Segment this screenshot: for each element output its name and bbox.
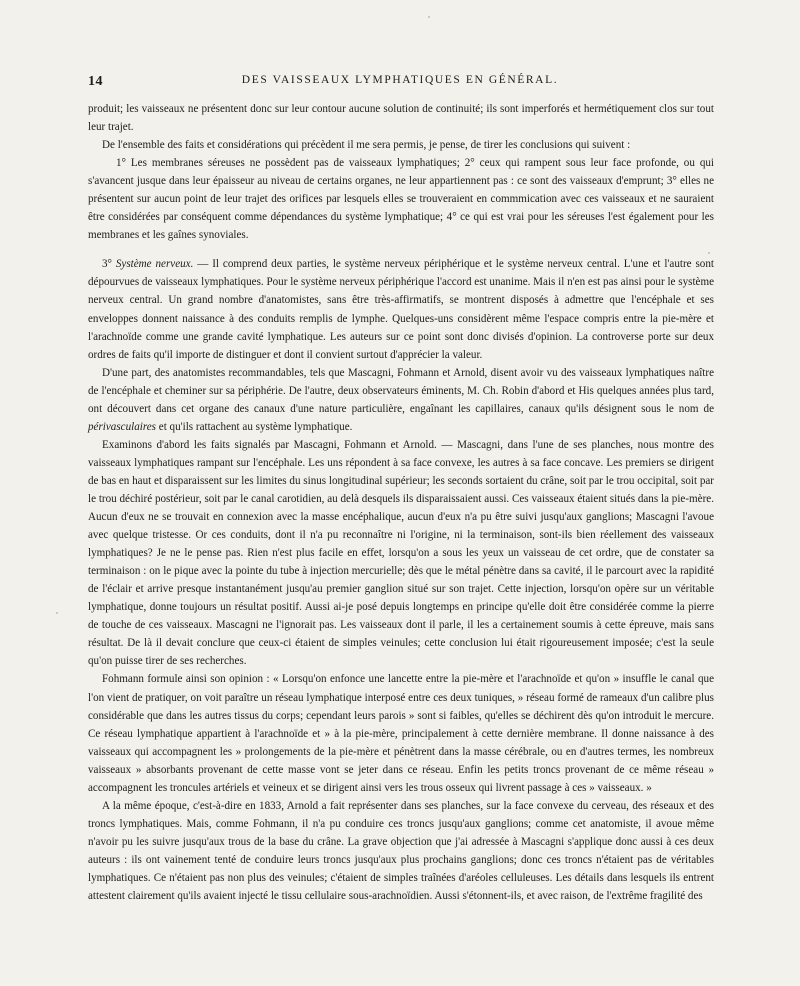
section-heading: Système nerveux. (115, 258, 194, 271)
paragraph-mascagni: Examinons d'abord les faits signalés par Mascagni, Fohmann et Arnold. — Mascagni, dans l'une de ses planches, nous montre des vaisseaux lymphatiques rampant sur l'encéphale. Les uns répondent à sa face convexe, les autres à sa face concave. Les premiers se dirigent de bas en haut et disparaissent sur les limites du sinus longitudinal supérieur; les seconds sortaient du crâne, soit par le trou occipital, soit par le trou déchiré postérieur, soit par le canal carotidien, au delà desquels ils disparaissaient aussi. Ces vaisseaux étaient situés dans la pie-mère. Aucun d'eux ne se trouvait en connexion avec la masse encéphalique, aucun d'eux n'a pu être suivi jusqu'aux ganglions; Mascagni l'avoue avec quelque tristesse. Or ces conduits, dont il n'a pu reconnaître ni l'origine, ni la terminaison, sont-ils bien réellement des vaisseaux lymphatiques? Je ne le pense pas. Rien n'est plus facile en effet, lorsqu'on a sous les yeux un vaisseau de cet ordre, que de constater sa terminaison : on le pique avec la pointe du tube à injection mercurielle; dès que le métal pénètre dans sa cavité, il le parcourt avec la rapidité de l'éclair et arrive presque instantanément jusqu'au premier ganglion situé sur son trajet. Cette injection, lorsqu'on opère sur un véritable lymphatique, donne toujours un résultat positif. Aussi ai-je posé depuis longtemps en principe qu'elle doit être considérée comme la pierre de touche de ces vaisseaux. Mascagni ne l'ignorait pas. Les vaisseaux dont il parle, il les a certainement soumis à cette épreuve, mais sans résultat. De là il devait conclure que ceux-ci étaient de simples veinules; cette conclusion lui était rigoureusement imposée; c'est la seule qu'on puisse tirer de ses recherches. (88, 438, 714, 668)
paragraph-systeme-nerveux (88, 255, 714, 363)
section-text: — Il comprend deux parties, le système nerveux périphérique et le système nerveux central. L'une et l'autre sont dépourvues de vaisseaux lymphatiques. Pour le système nerveux périphérique l'accord est unanime. Mais il n'en est pas ainsi pour le système nerveux central. Un grand nombre d'anatomistes, sans être très-affirmatifs, se montrent disposés à admettre que l'encéphale et ses enveloppes donnent naissance à des conduits remplis de lymphe. Quelques-uns considèrent même l'espace compris entre la pie-mère et l'arachnoïde comme une grande cavité lymphatique. Les auteurs sur ce point sont donc divisés d'opinion. La controverse porte sur deux ordres de faits qu'il importe de distinguer et dont il convient surtout d'apprécier la valeur. (88, 258, 714, 361)
italic-term: périvasculaires (88, 420, 156, 433)
paragraph-arnold: A la même époque, c'est-à-dire en 1833, Arnold a fait représenter dans ses planches, sur la face convexe du cerveau, des réseaux et des troncs lymphatiques. Mais, comme Fohmann, il n'a pu conduire ces troncs jusqu'aux ganglions; comme cet anatomiste, il avoue même n'avoir pu les suivre jusqu'aux trous de la base du crâne. La grave objection que j'ai adressée à Mascagni s'applique donc aussi à ces deux auteurs : ils ont vainement tenté de conduire leurs troncs jusqu'aux plus prochains ganglions; donc ces troncs n'étaient pas de véritables lymphatiques. Ce n'étaient pas non plus des veinules; c'étaient de simples traînées d'aréoles celluleuses. Les détails dans lesquels ils entrent attestent clairement qu'ils avaient injecté le tissu cellulaire sous-arachnoïdien. Aussi s'étonnent-ils, et avec raison, de l'extrême fragilité des (88, 799, 714, 903)
text-segment: D'une part, des anatomistes recommandables, tels que Mascagni, Fohmann et Arnold, disent avoir vu des vaisseaux lymphatiques naître de l'encéphale et cheminer sur sa périphérie. De l'autre, deux observateurs éminents, M. Ch. Robin d'abord et His quelques années plus tard, ont découvert dans cet organe des canaux d'une nature particulière, engaînant les capillaires, canaux qu'ils désignent sous le nom de (88, 366, 714, 415)
scan-speck (428, 16, 430, 18)
paragraph-fohmann-quote: Fohmann formule ainsi son opinion : « Lorsqu'on enfonce une lancette entre la pie-mère et l'arachnoïde et qu'on » insuffle le canal que l'on vient de pratiquer, on voit paraître un réseau lymphatique interposé entre ces deux tuniques, » réseau formé de rameaux d'un calibre plus considérable que dans les autres tissus du corps; cependant leurs parois » sont si faibles, qu'elles se déchirent dès qu'on introduit le mercure. Ce réseau lymphatique appartient à l'arachnoïde et » à la pie-mère, principalement à cette dernière membrane. Il donne naissance à des vaisseaux qui accompagnent les » prolongements de la pie-mère et pénètrent dans la masse cérébrale, ou en d'autres termes, les nombreux vaisseaux » absorbants provenant de cette masse vont se jeter dans ce réseau. Enfin les petits troncs provenant de ce même réseau » accompagnent les troncules artériels et veineux et se dirigent ainsi vers les trous osseux qui livrent passage à ces » vaisseaux. » (88, 673, 714, 794)
scan-speck (56, 612, 58, 614)
body-text (88, 100, 714, 905)
section-number: 3° (102, 258, 116, 271)
running-title: DES VAISSEAUX LYMPHATIQUES EN GÉNÉRAL. (241, 74, 559, 86)
page-header (88, 74, 712, 92)
paragraph-conclusions-intro: De l'ensemble des faits et considérations qui précèdent il me sera permis, je pense, de tirer les conclusions qui suivent : (102, 139, 631, 152)
scan-speck (708, 252, 710, 254)
text-segment: et qu'ils rattachent au système lymphatique. (156, 420, 353, 433)
page-number: 14 (88, 74, 103, 89)
paragraph-conclusions-list: 1° Les membranes séreuses ne possèdent pas de vaisseaux lymphatiques; 2° ceux qui rampent sous leur face profonde, ou qui s'avancent jusque dans leur épaisseur au niveau de certains organes, ne leur appartiennent pas : ce sont des vaisseaux d'emprunt; 3° elles ne présentent sur aucun point de leur trajet des orifices par lesquels elles se trouveraient en commmication avec ces vaisseaux et ne sauraient être considérées par conséquent comme dépendances du système lymphatique; 4° ce qui est vrai pour les séreuses l'est également pour les membranes et les gaînes synoviales. (88, 157, 714, 242)
paragraph-anatomists (88, 364, 714, 436)
paragraph-continuation: produit; les vaisseaux ne présentent donc sur leur contour aucune solution de continuité; ils sont imperforés et hermétiquement clos sur tout leur trajet. (88, 103, 714, 134)
